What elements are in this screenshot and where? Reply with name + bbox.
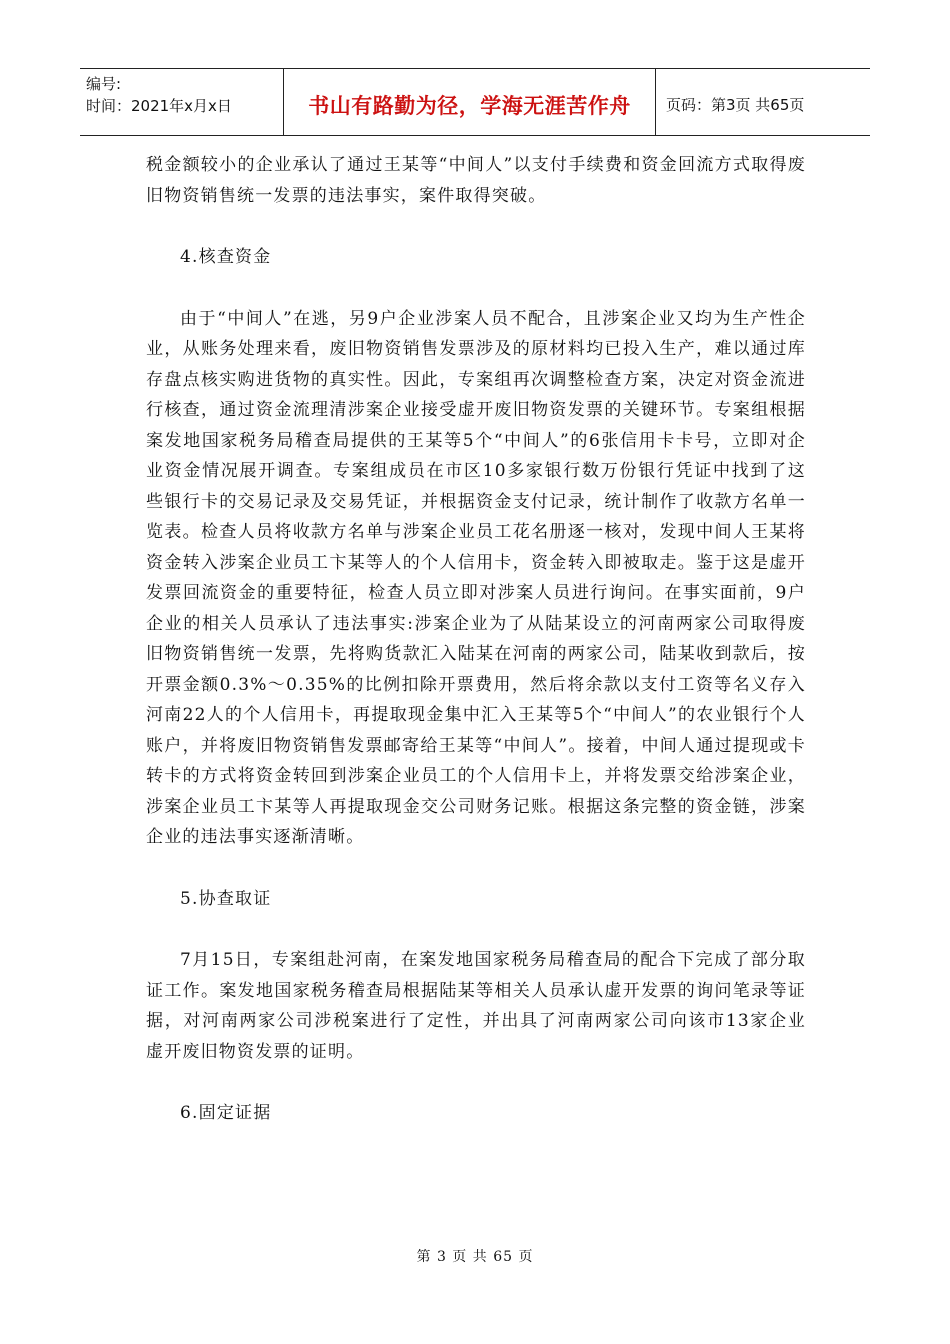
time-label: 时间：2021年x月x日 (86, 97, 232, 115)
code-label: 编号: (86, 75, 122, 93)
section-heading-5: 5.协查取证 (180, 888, 272, 909)
paragraph-1: 税金额较小的企业承认了通过王某等“中间人”以支付手续费和资金回流方式取得废旧物资销售统一发票的违法事实，案件取得突破。 (146, 155, 806, 206)
paragraph-3: 7月15日，专案组赴河南，在案发地国家税务局稽查局的配合下完成了部分取证工作。案发地国家税务稽查局根据陆某等相关人员承认虚开发票的询问笔录等证据，对河南两家公司涉税案进行了定性，并出具了河南两家公司向该市13家企业虚开废旧物资发票的证明。 (146, 950, 806, 1062)
page-footer: 第 3 页 共 65 页 (416, 1249, 534, 1265)
header-meta (80, 69, 284, 135)
header-motto: 书山有路勤为径，学海无涯苦作舟 (284, 69, 656, 135)
document-body (146, 150, 806, 1129)
paragraph-2: 由于“中间人”在逃，另9户企业涉案人员不配合，且涉案企业又均为生产性企业，从账务处理来看，废旧物资销售发票涉及的原材料均已投入生产，难以通过库存盘点核实购进货物的真实性。因此，专案组再次调整检查方案，决定对资金流进行核查，通过资金流理清涉案企业接受虚开废旧物资发票的关键环节。专案组根据案发地国家税务局稽查局提供的王某等5个“中间人”的6张信用卡卡号，立即对企业资金情况展开调查。专案组成员在市区10多家银行数万份银行凭证中找到了这些银行卡的交易记录及交易凭证，并根据资金支付记录，统计制作了收款方名单一览表。检查人员将收款方名单与涉案企业员工花名册逐一核对，发现中间人王某将资金转入涉案企业员工卞某等人的个人信用卡，资金转入即被取走。鉴于这是虚开发票回流资金的重要特征，检查人员立即对涉案人员进行询问。在事实面前，9户企业的相关人员承认了违法事实:涉案企业为了从陆某设立的河南两家公司取得废旧物资销售统一发票，先将购货款汇入陆某在河南的两家公司，陆某收到款后，按开票金额0.3%～0.35%的比例扣除开票费用，然后将余款以支付工资等名义存入河南22人的个人信用卡，再提取现金集中汇入王某等5个“中间人”的农业银行个人账户，并将废旧物资销售发票邮寄给王某等“中间人”。接着，中间人通过提现或卡转卡的方式将资金转回到涉案企业员工的个人信用卡上，并将发票交给涉案企业，涉案企业员工卞某等人再提取现金交公司财务记账。根据这条完整的资金链，涉案企业的违法事实逐渐清晰。 (146, 308, 806, 847)
header-page-info: 页码：第3页 共65页 (666, 95, 805, 114)
section-heading-4: 4.核查资金 (180, 247, 272, 267)
header-table (80, 68, 870, 136)
section-heading-6: 6.固定证据 (180, 1103, 272, 1123)
